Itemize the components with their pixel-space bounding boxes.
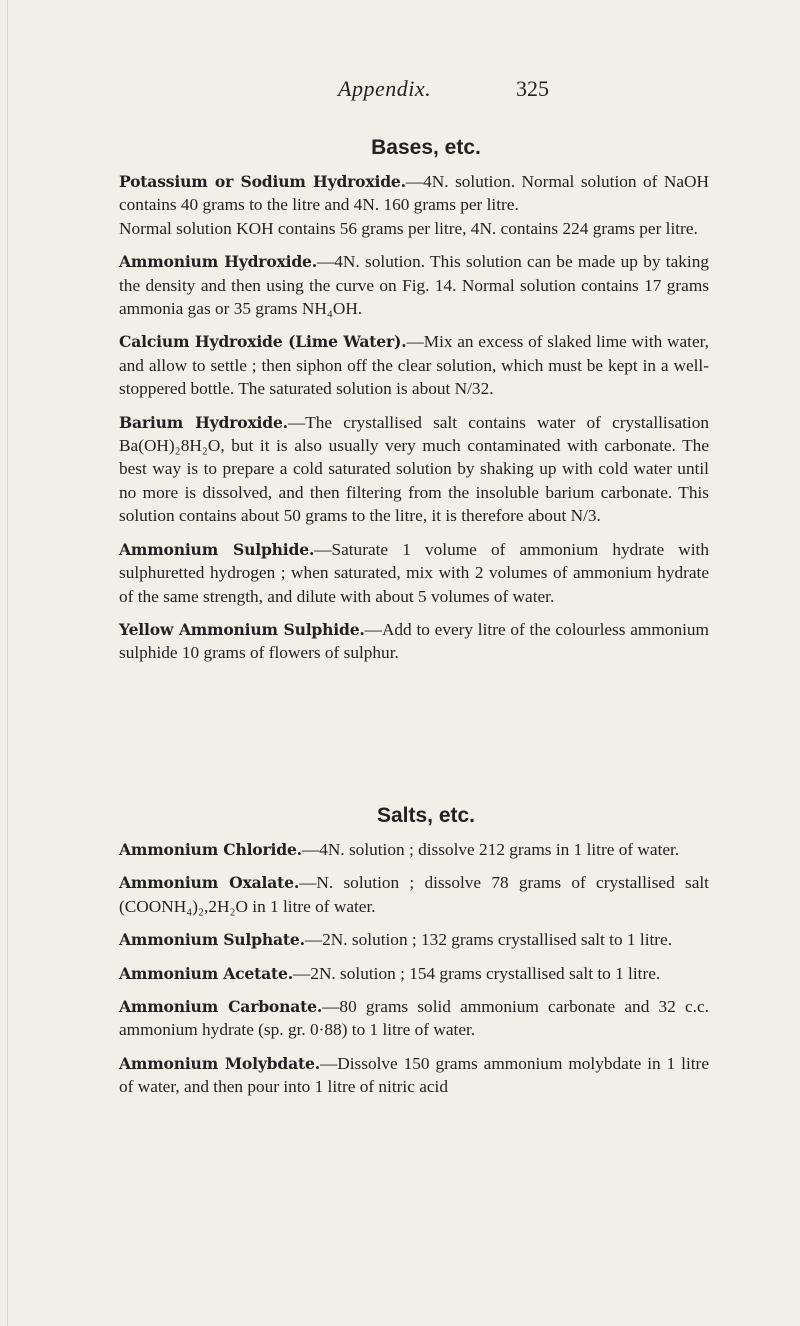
paragraph-text: —Mix an excess of slaked lime with water, and allow to settle ; then siphon off the clear solution, which must be kept in a well-stoppered bottle. The saturated solution is about N/32.: [119, 332, 709, 399]
paragraph-text: —Dissolve 150 grams ammonium molybdate in 1 litre of water, and then pour into 1 litre of nitric acid: [119, 1053, 709, 1097]
paragraph-term: Ammonium Oxalate.: [119, 873, 300, 893]
paragraph-barium-hydroxide: [119, 411, 709, 528]
paragraph-text: —Saturate 1 volume of ammonium hydrate with sulphuretted hydrogen ; when saturated, mix with 2 volumes of ammonium hydrate of the same strength, and dilute with about 5 volumes of water.: [119, 539, 709, 606]
running-title: Appendix.: [338, 76, 432, 101]
paragraph-text: —2N. solution ; 154 grams crystallised salt to 1 litre.: [293, 963, 661, 983]
paragraph-ammonium-sulphide: [119, 538, 709, 608]
paragraph-text: —4N. solution ; dissolve 212 grams in 1 litre of water.: [301, 840, 680, 859]
paragraph-text: —4N. solution. This solution can be made up by taking the density and then using the curve on Fig. 14. Normal solution contains 17 grams ammonia gas or 35 grams NH₄OH.: [119, 252, 709, 319]
paragraph-ammonium-molybdate: [119, 1052, 709, 1099]
paragraph-term: Ammonium Molybdate.: [119, 1053, 320, 1073]
paragraph-term: Ammonium Sulphide.: [119, 539, 315, 559]
paragraph-term: Ammonium Chloride.: [119, 840, 302, 859]
paragraph-text: —80 grams solid ammonium carbonate and 32 c.c. ammonium hydrate (sp. gr. 0·88) to 1 litre of water.: [119, 997, 709, 1040]
running-header: [0, 76, 800, 106]
paragraph-text: Normal solution KOH contains 56 grams per litre, 4N. contains 224 grams per litre.: [119, 218, 698, 238]
paragraph-term: Ammonium Acetate.: [119, 963, 294, 983]
paragraph-ammonium-carbonate: [119, 995, 709, 1042]
paragraph-calcium-hydroxide: [119, 330, 709, 400]
paragraph-term: Ammonium Hydroxide.: [119, 252, 317, 272]
paragraph-yellow-ammonium-sulphide: [119, 618, 709, 665]
section-heading-bases: Bases, etc.: [371, 136, 481, 159]
paragraph-potassium-hydroxide: [119, 170, 709, 217]
page-number: 325: [516, 76, 549, 101]
paragraph-term: Yellow Ammonium Sulphide.: [119, 619, 365, 639]
paragraph-ammonium-acetate: [119, 962, 709, 985]
paragraph-text: —N. solution ; dissolve 78 grams of crystallised salt (COONH₄)₂,2H₂O in 1 litre of water.: [119, 873, 709, 916]
section-heading-salts: Salts, etc.: [376, 804, 476, 827]
paragraph-term: Calcium Hydroxide (Lime Water).: [119, 332, 407, 352]
paragraph-ammonium-hydroxide: [119, 250, 709, 320]
section-body-bases: [119, 170, 709, 665]
paragraph-koh-normal: [119, 217, 709, 240]
paragraph-term: Ammonium Sulphate.: [119, 930, 305, 950]
paragraph-ammonium-sulphate: [119, 928, 709, 951]
paragraph-text: —Add to every litre of the colourless ammonium sulphide 10 grams of flowers of sulphur.: [119, 619, 709, 663]
paragraph-text: —The crystallised salt contains water of crystallisation Ba(OH)₂8H₂O, but it is also usually very much contaminated with carbonate. The best way is to prepare a cold saturated solution by shaking up with cold water until no more is dissolved, and then filtering from the insoluble barium carbonate. This solution contains about 50 grams to the litre, it is therefore about N/3.: [119, 412, 710, 526]
paragraph-term: Ammonium Carbonate.: [119, 997, 323, 1017]
paragraph-ammonium-oxalate: [119, 871, 709, 918]
paragraph-term: Potassium or Sodium Hydroxide.: [119, 172, 406, 191]
section-body-salts: [119, 838, 709, 1099]
paragraph-text: —2N. solution ; 132 grams crystallised salt to 1 litre.: [304, 930, 673, 950]
paragraph-ammonium-chloride: [119, 838, 709, 861]
page-edge-shadow: [7, 0, 8, 1326]
paragraph-text: —4N. solution. Normal solution of NaOH contains 40 grams to the litre and 4N. 160 grams per litre.: [119, 172, 710, 215]
paragraph-term: Barium Hydroxide.: [119, 412, 288, 432]
